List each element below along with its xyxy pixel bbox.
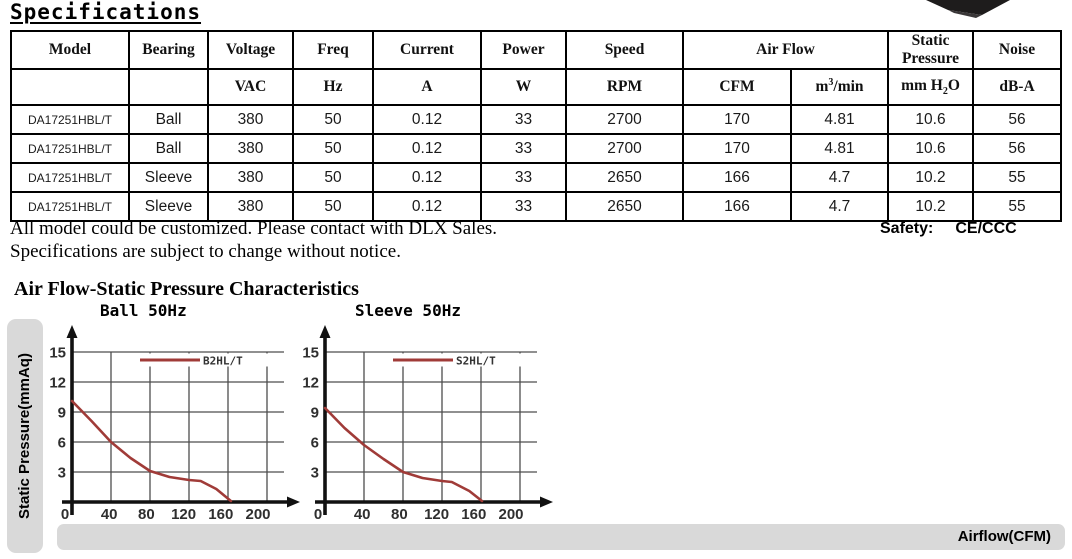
x-tick-label: 40	[353, 506, 371, 523]
cell-static-pressure: 10.2	[888, 163, 973, 192]
chart-svg	[303, 325, 555, 530]
header-voltage: Voltage	[208, 31, 293, 69]
cell-power: 33	[481, 105, 566, 134]
cell-freq: 50	[293, 163, 373, 192]
chart-sleeve-50hz	[303, 325, 555, 530]
cell-speed: 2700	[566, 134, 683, 163]
cell-voltage: 380	[208, 105, 293, 134]
unit-mmh2o-base: mm H	[901, 76, 943, 94]
cell-noise: 56	[973, 105, 1061, 134]
y-axis-label: Static Pressure(mmAq)	[16, 353, 33, 519]
cell-power: 33	[481, 163, 566, 192]
cell-m3min: 4.7	[791, 192, 888, 221]
cell-noise: 56	[973, 134, 1061, 163]
cell-voltage: 380	[208, 163, 293, 192]
header-speed: Speed	[566, 31, 683, 69]
header-static-pressure: Static Pressure	[888, 31, 973, 69]
y-tick-label: 12	[303, 374, 319, 392]
cell-m3min: 4.7	[791, 163, 888, 192]
y-tick-label: 3	[310, 464, 319, 482]
table-row	[11, 163, 1061, 192]
cell-bearing: Ball	[129, 105, 208, 134]
cell-bearing: Ball	[129, 134, 208, 163]
unit-bearing-empty	[129, 69, 208, 105]
table-units-row	[11, 69, 1061, 105]
header-bearing: Bearing	[129, 31, 208, 69]
cell-cfm: 170	[683, 134, 791, 163]
cell-m3min: 4.81	[791, 134, 888, 163]
safety-label: Safety:	[880, 220, 934, 237]
cell-freq: 50	[293, 192, 373, 221]
y-axis-arrow	[320, 325, 331, 338]
x-tick-label: 120	[171, 506, 197, 523]
unit-m3min-base: m	[815, 78, 829, 96]
header-current: Current	[373, 31, 481, 69]
y-tick-label: 6	[57, 434, 66, 452]
legend-label: S2HL/T	[456, 354, 496, 368]
cell-current: 0.12	[373, 192, 481, 221]
table-row	[11, 105, 1061, 134]
x-tick-label: 120	[424, 506, 450, 523]
cell-freq: 50	[293, 105, 373, 134]
cell-power: 33	[481, 134, 566, 163]
y-tick-label: 15	[50, 344, 66, 362]
chart-ball-50hz	[50, 325, 302, 530]
cell-noise: 55	[973, 192, 1061, 221]
unit-m3min-rest: /min	[833, 78, 864, 96]
header-power: Power	[481, 31, 566, 69]
unit-current: A	[373, 69, 481, 105]
unit-noise: dB-A	[973, 69, 1061, 105]
x-tick-label: 160	[208, 506, 234, 523]
header-freq: Freq	[293, 31, 373, 69]
cell-model: DA17251HBL/T	[11, 105, 129, 134]
cell-current: 0.12	[373, 163, 481, 192]
pressure-curve	[72, 401, 231, 501]
y-tick-label: 9	[57, 404, 66, 422]
x-tick-label: 160	[461, 506, 487, 523]
header-airflow: Air Flow	[683, 31, 888, 69]
unit-freq: Hz	[293, 69, 373, 105]
cell-current: 0.12	[373, 134, 481, 163]
safety-certification	[880, 220, 1017, 238]
y-axis-label-bar	[7, 319, 43, 553]
cell-noise: 55	[973, 163, 1061, 192]
x-axis-label-bar	[57, 524, 1065, 550]
cell-speed: 2650	[566, 192, 683, 221]
unit-model-empty	[11, 69, 129, 105]
x-tick-label: 80	[391, 506, 408, 523]
unit-m3min-sup: 3	[828, 77, 834, 89]
chart-title-sleeve: Sleeve 50Hz	[355, 301, 461, 320]
y-tick-label: 6	[310, 434, 319, 452]
x-tick-label: 200	[245, 506, 271, 523]
unit-mmh2o-sub: 2	[942, 86, 948, 98]
x-axis-arrow	[287, 497, 300, 508]
y-tick-label: 15	[303, 344, 319, 362]
x-axis-label: Airflow(CFM)	[957, 528, 1051, 545]
section-heading: Air Flow-Static Pressure Characteristics	[14, 278, 359, 300]
cell-static-pressure: 10.2	[888, 192, 973, 221]
legend-label: B2HL/T	[203, 354, 243, 368]
cell-voltage: 380	[208, 192, 293, 221]
cell-m3min: 4.81	[791, 105, 888, 134]
header-noise: Noise	[973, 31, 1061, 69]
cell-voltage: 380	[208, 134, 293, 163]
unit-mmh2o-rest: O	[947, 76, 960, 94]
cell-speed: 2700	[566, 105, 683, 134]
cell-bearing: Sleeve	[129, 163, 208, 192]
table-row	[11, 192, 1061, 221]
unit-m3min	[791, 69, 888, 105]
cell-power: 33	[481, 192, 566, 221]
x-tick-label: 80	[138, 506, 155, 523]
cell-model: DA17251HBL/T	[11, 134, 129, 163]
unit-speed: RPM	[566, 69, 683, 105]
cell-freq: 50	[293, 134, 373, 163]
cell-model: DA17251HBL/T	[11, 163, 129, 192]
x-tick-label: 0	[313, 506, 323, 523]
fan-photo-corner	[918, 0, 1072, 20]
y-tick-label: 9	[310, 404, 319, 422]
y-tick-label: 12	[50, 374, 66, 392]
cell-speed: 2650	[566, 163, 683, 192]
cell-static-pressure: 10.6	[888, 134, 973, 163]
x-tick-label: 0	[60, 506, 70, 523]
unit-mmh2o	[888, 69, 973, 105]
note-customization: All model could be customized. Please contact with DLX Sales.	[10, 218, 498, 239]
unit-cfm: CFM	[683, 69, 791, 105]
cell-cfm: 170	[683, 105, 791, 134]
cell-current: 0.12	[373, 105, 481, 134]
table-row	[11, 134, 1061, 163]
cell-static-pressure: 10.6	[888, 105, 973, 134]
x-tick-label: 40	[100, 506, 118, 523]
note-disclaimer: Specifications are subject to change without notice.	[10, 241, 401, 262]
cell-cfm: 166	[683, 192, 791, 221]
cell-bearing: Sleeve	[129, 192, 208, 221]
cell-model: DA17251HBL/T	[11, 192, 129, 221]
cell-cfm: 166	[683, 163, 791, 192]
chart-title-ball: Ball 50Hz	[100, 301, 187, 320]
safety-value: CE/CCC	[955, 220, 1017, 237]
unit-voltage: VAC	[208, 69, 293, 105]
x-tick-label: 200	[498, 506, 524, 523]
table-header-row	[11, 31, 1061, 69]
y-tick-label: 3	[57, 464, 66, 482]
page-title: Specifications	[10, 0, 202, 24]
x-axis-arrow	[540, 497, 553, 508]
header-model: Model	[11, 31, 129, 69]
unit-power: W	[481, 69, 566, 105]
chart-svg	[50, 325, 302, 530]
spec-table	[10, 30, 1062, 222]
y-axis-arrow	[67, 325, 78, 338]
